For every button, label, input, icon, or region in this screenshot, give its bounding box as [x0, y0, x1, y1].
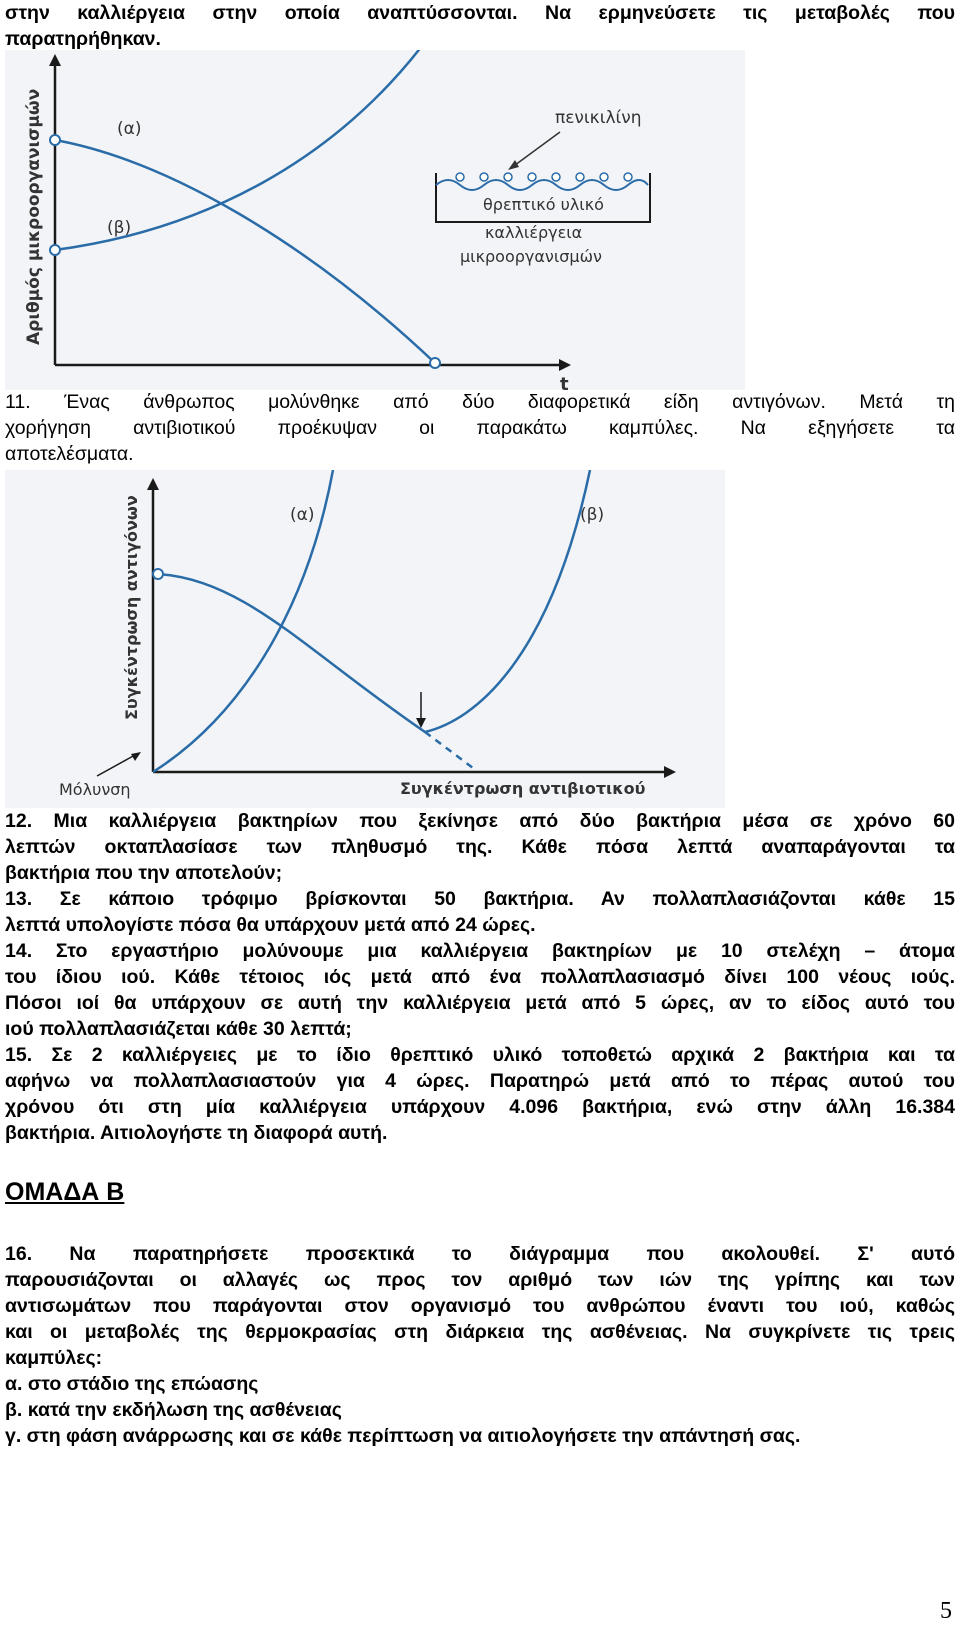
- y-axis-arrow: [49, 54, 61, 66]
- q11-line-2: χορήγηση αντιβιοτικού προέκυψαν οι παρακάτω καμπύλες. Να εξηγήσετε τα: [5, 417, 955, 439]
- infection-label: Μόλυνση: [59, 780, 131, 799]
- q10-line-2: παρατηρήθηκαν.: [5, 28, 161, 50]
- curve-a-start-point: [50, 135, 60, 145]
- curve-b-start-point: [153, 569, 163, 579]
- q15-line-1: 15. Σε 2 καλλιέργειες με το ίδιο θρεπτικό υλικό τοποθετώ αρχικά 2 βακτήρια και τα: [5, 1044, 955, 1066]
- q15-line-3: χρόνου ότι στη μία καλλιέργεια υπάρχουν 4.096 βακτήρια, ενώ στην άλλη 16.384: [5, 1096, 955, 1118]
- culture-surface: [436, 180, 648, 190]
- q15-line-2: αφήνω να πολλαπλασιαστούν για 4 ώρες. Παρατηρώ μετά από το πέρας αυτού του: [5, 1070, 955, 1092]
- curve-b-dashed-extension: [425, 732, 473, 768]
- curve-b-label: (β): [580, 505, 605, 525]
- group-b-heading: ΟΜΑΔΑ Β: [5, 1178, 125, 1206]
- penicillin-label: πενικιλίνη: [555, 108, 642, 128]
- q14-line-1: 14. Στο εργαστήριο μολύνουμε μια καλλιέργεια βακτηρίων με 10 στελέχη – άτομα: [5, 940, 955, 962]
- q13-line-2: λεπτά υπολογίστε πόσα θα υπάρχουν μετά από 24 ώρες.: [5, 914, 536, 936]
- figure-antibiotic: [5, 470, 725, 808]
- inset-label-1: θρεπτικό υλικό: [483, 195, 604, 214]
- q15-line-4: βακτήρια. Αιτιολογήστε τη διαφορά αυτή.: [5, 1122, 388, 1144]
- q14-line-3: Πόσοι ιοί θα υπάρχουν σε αυτή την καλλιέργεια μετά από 5 ώρες, αν το είδος αυτό του: [5, 992, 955, 1014]
- page-number: 5: [940, 1598, 952, 1624]
- q16-line-3: αντισωμάτων που παράγονται στον οργανισμό του ανθρώπου έναντι του ιού, καθώς: [5, 1295, 955, 1317]
- figure-penicillin: [5, 50, 745, 390]
- infection-arrow-head: [131, 752, 141, 761]
- q10-tail: [5, 0, 955, 52]
- q13-line-1: 13. Σε κάποιο τρόφιμο βρίσκονται 50 βακτήρια. Αν πολλαπλασιάζονται κάθε 15: [5, 888, 955, 910]
- q16-line-1: 16. Να παρατηρήσετε προσεκτικά το διάγραμμα που ακολουθεί. Σ' αυτό: [5, 1243, 955, 1265]
- y-axis-label: Αριθμός μικροοργανισμών: [24, 88, 44, 345]
- curve-a-end-point: [430, 358, 440, 368]
- curve-a: [55, 140, 435, 363]
- curve-a-label: (α): [290, 505, 315, 525]
- q16-item-c: γ. στη φάση ανάρρωσης και σε κάθε περίπτωση να αιτιολογήσετε την απάντησή σας.: [5, 1425, 801, 1447]
- x-axis-arrow: [664, 766, 676, 778]
- q16-item-b: β. κατά την εκδήλωση της ασθένειας: [5, 1399, 342, 1421]
- q16-line-2: παρουσιάζονται οι αλλαγές ως προς τον αριθμό των ιών της γρίπης και των: [5, 1269, 955, 1291]
- curve-a-label: (α): [117, 119, 142, 139]
- q12-line-2: λεπτών οκταπλασίασε των πληθυσμό της. Κάθε πόσα λεπτά αναπαράγονται τα: [5, 836, 955, 858]
- x-axis-arrow: [559, 359, 571, 371]
- y-axis-arrow: [147, 478, 159, 490]
- q14-line-2: του ίδιου ιού. Κάθε τέτοιος ιός μετά από ένα πολλαπλασιασμό δίνει 100 νέους ιούς.: [5, 966, 955, 988]
- inset-label-2: καλλιέργεια: [485, 223, 583, 242]
- q10-line-1: στην καλλιέργεια στην οποία αναπτύσσονται. Να ερμηνεύσετε τις μεταβολές που: [5, 2, 955, 24]
- x-axis-label: Συγκέντρωση αντιβιοτικού: [400, 779, 646, 798]
- questions-12-15: [5, 808, 955, 1146]
- q11-line-3: αποτελέσματα.: [5, 443, 134, 465]
- q11-line-1: 11. Ένας άνθρωπος μολύνθηκε από δύο διαφορετικά είδη αντιγόνων. Μετά τη: [5, 391, 955, 413]
- penicillin-arrow-head: [508, 160, 519, 170]
- q16-item-a: α. στο στάδιο της επώασης: [5, 1373, 259, 1395]
- figure-penicillin-plot: [5, 50, 745, 390]
- figure-antibiotic-plot: [5, 470, 725, 808]
- q12-line-1: 12. Μια καλλιέργεια βακτηρίων που ξεκίνησε από δύο βακτήρια μέσα σε χρόνο 60: [5, 810, 955, 832]
- question-11: [5, 389, 955, 467]
- x-axis-label: t: [560, 374, 569, 390]
- q16-line-5: καμπύλες:: [5, 1347, 103, 1369]
- q14-line-4: ιού πολλαπλασιάζεται κάθε 30 λεπτά;: [5, 1018, 352, 1040]
- curve-b-label: (β): [107, 218, 132, 238]
- inset-label-3: μικροοργανισμών: [460, 247, 602, 266]
- penicillin-arrow: [511, 132, 560, 168]
- y-axis-label: Συγκέντρωση αντιγόνων: [122, 495, 141, 720]
- curve-b: [158, 470, 590, 732]
- q12-line-3: βακτήρια που την αποτελούν;: [5, 862, 283, 884]
- infection-arrow: [97, 755, 135, 776]
- q16-line-4: και οι μεταβολές της θερμοκρασίας στη διάρκεια της ασθένειας. Να συγκρίνετε τις τρεις: [5, 1321, 955, 1343]
- curve-b-start-point: [50, 245, 60, 255]
- question-16: [5, 1241, 955, 1449]
